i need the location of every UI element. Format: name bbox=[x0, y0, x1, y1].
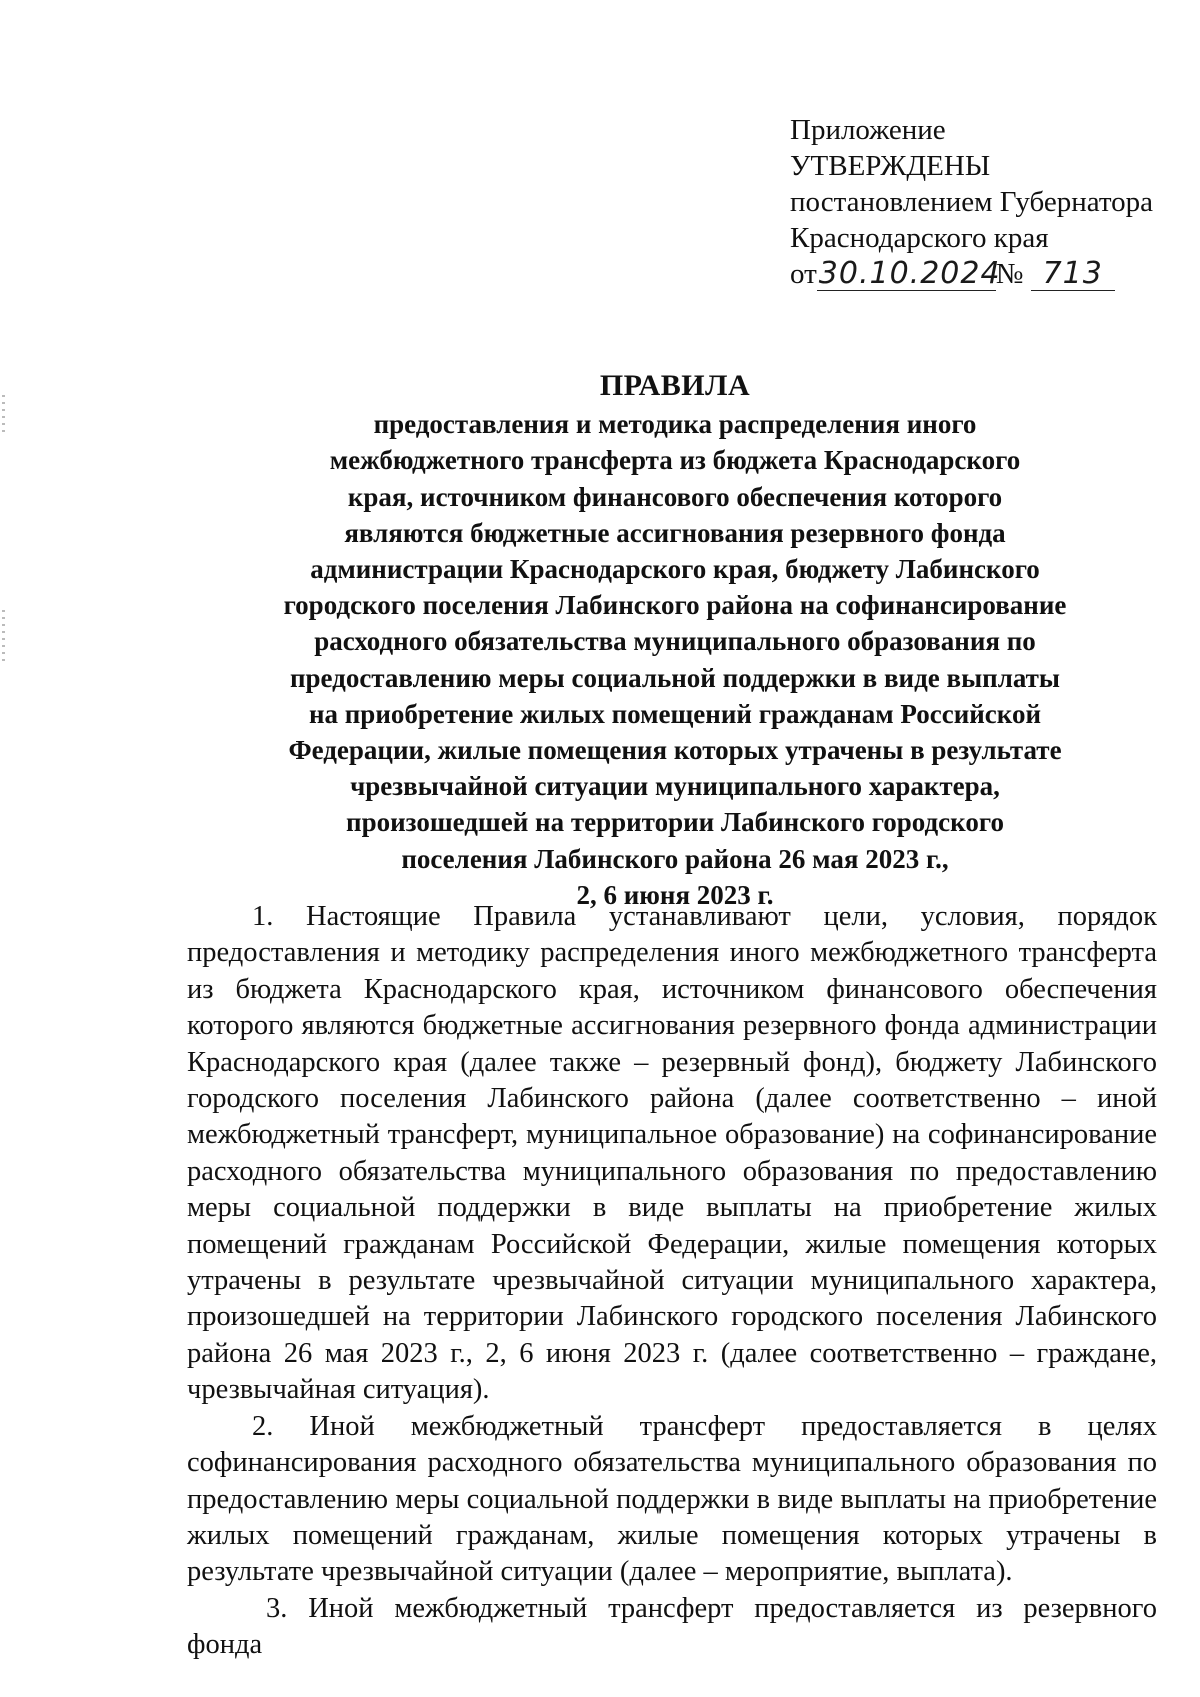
title-line: края, источником финансового обеспечения которого bbox=[347, 481, 1003, 512]
paragraph-3: 3. Иной межбюджетный трансферт предоставляется из резервного фонда bbox=[187, 1592, 1157, 1661]
title-line: расходного обязательства муниципального образования по bbox=[314, 626, 1036, 657]
title-line: администрации Краснодарского края, бюджету Лабинского bbox=[310, 554, 1040, 585]
title-line: Федерации, жилые помещения которых утрачены в результате bbox=[288, 735, 1062, 766]
handwritten-date: 30.10.2024 bbox=[818, 256, 1001, 291]
paragraph-2: 2. Иной межбюджетный трансферт предоставляется в целях софинансирования расходного обязательства муниципального образования по предоставлению меры социальной поддержки в виде выплаты на приобретение жилых помещений гражданам, жилые помещения которых утрачены в результате чрезвычайной ситуации (далее – мероприятие, выплата). bbox=[187, 1410, 1157, 1588]
date-prefix: от bbox=[790, 258, 817, 290]
approved-label: УТВЕРЖДЕНЫ bbox=[790, 150, 991, 182]
number-prefix: № bbox=[995, 258, 1024, 290]
date-number-line bbox=[790, 256, 1170, 292]
annex-label: Приложение bbox=[790, 114, 946, 146]
paragraph-1: 1. Настоящие Правила устанавливают цели, условия, порядок предоставления и методику распределения иного межбюджетного трансферта из бюджета Краснодарского края, источником финансового обеспечения которого являются бюджетные ассигнования резервного фонда администрации Краснодарского края (далее также – резервный фонд), бюджету Лабинского городского поселения Лабинского района (далее соответственно – иной межбюджетный трансферт, муниципальное образование) на софинансирование расходного обязательства муниципального образования по предоставлению меры социальной поддержки в виде выплаты на приобретение жилых помещений гражданам Российской Федерации, жилые помещения которых утрачены в результате чрезвычайной ситуации муниципального характера, произошедшей на территории Лабинского городского поселения Лабинского района 26 мая 2023 г., 2, 6 июня 2023 г. (далее соответственно – граждане, чрезвычайная ситуация). bbox=[187, 901, 1157, 1406]
document-body bbox=[187, 899, 1157, 1664]
title-heading: ПРАВИЛА bbox=[599, 369, 751, 402]
approval-block bbox=[790, 112, 1170, 292]
handwritten-number: 713 bbox=[1031, 258, 1115, 291]
title-line: являются бюджетные ассигнования резервного фонда bbox=[344, 517, 1006, 548]
scan-margin-marks bbox=[2, 395, 5, 435]
title-line: 2, 6 июня 2023 г. bbox=[576, 879, 774, 910]
approved-by-line-2: Краснодарского края bbox=[790, 222, 1049, 254]
title-line: городского поселения Лабинского района на софинансирование bbox=[283, 590, 1067, 621]
title-line: на приобретение жилых помещений гражданам Российской bbox=[308, 698, 1042, 729]
title-line: предоставления и методика распределения иного bbox=[373, 409, 977, 440]
title-line: межбюджетного трансферта из бюджета Краснодарского bbox=[329, 445, 1021, 476]
title-line: чрезвычайной ситуации муниципального характера, bbox=[350, 771, 1000, 802]
title-line: предоставлению меры социальной поддержки в виде выплаты bbox=[289, 662, 1061, 693]
title-line: произошедшей на территории Лабинского городского bbox=[346, 807, 1004, 838]
title-line: поселения Лабинского района 26 мая 2023 г., bbox=[401, 843, 949, 874]
approved-by-line-1: постановлением Губернатора bbox=[790, 186, 1154, 218]
document-title bbox=[250, 368, 1100, 913]
scan-margin-marks bbox=[2, 610, 5, 665]
